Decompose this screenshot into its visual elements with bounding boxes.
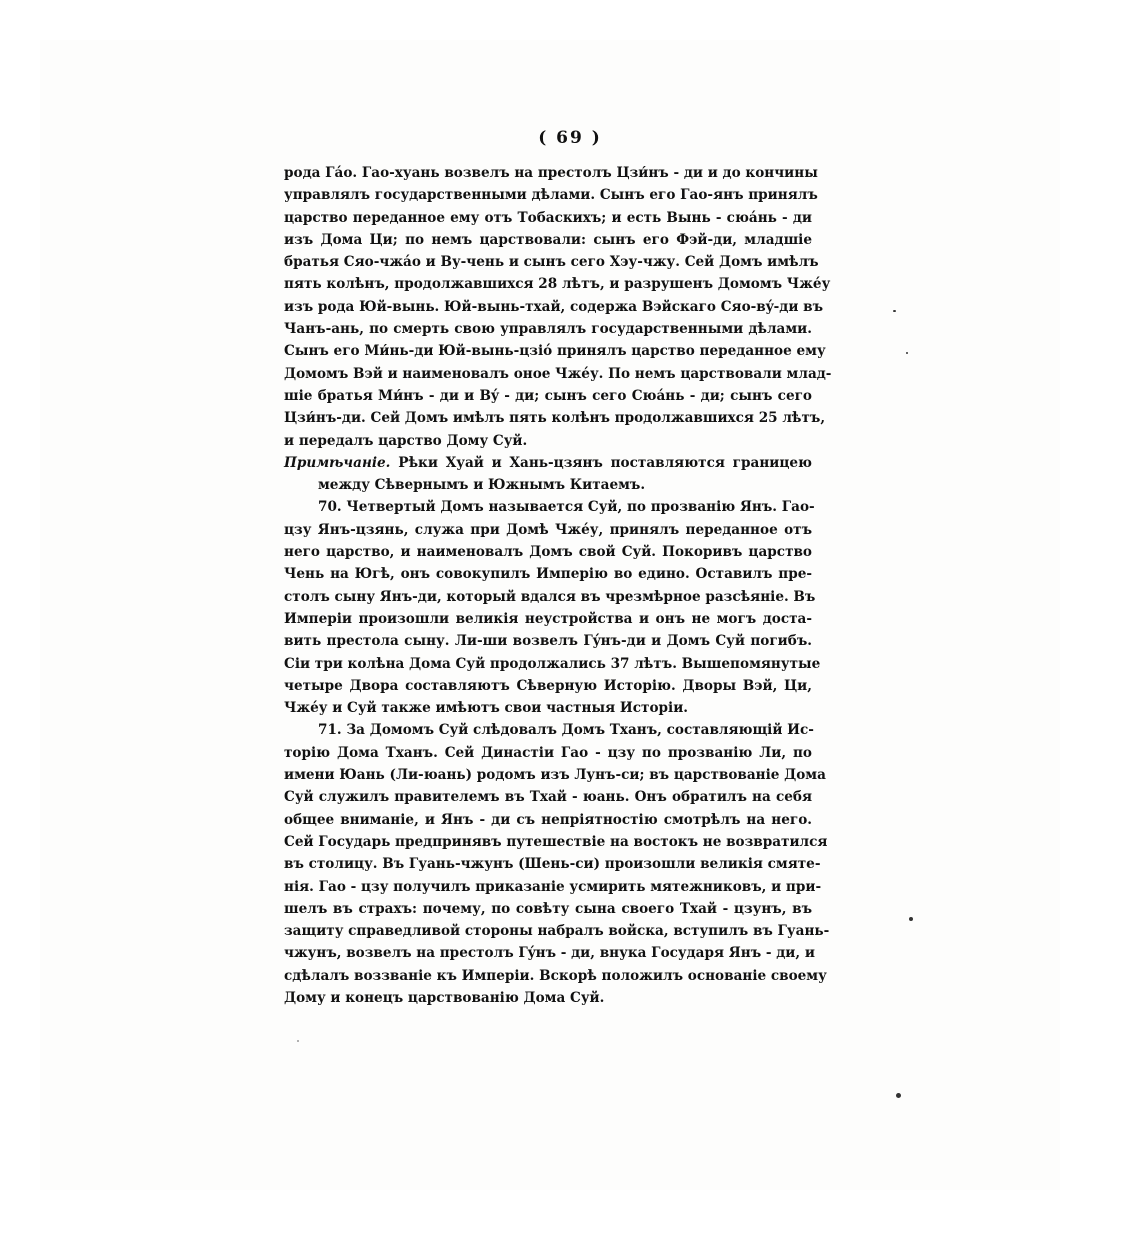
footnote-label: Примѣчаніе. — [284, 454, 391, 471]
text-line: Домомъ Вэй и наименовалъ оное Чжéу. По немъ царствовали млад- — [284, 365, 832, 382]
text-line: шіе братья Ми́нъ - ди и Вý - ди; сынъ сего Сюáнь - ди; сынъ сего — [284, 387, 812, 404]
scan-speck — [896, 1093, 901, 1098]
text-line: рода Гáо. Гао-хуань возвелъ на престолъ Цзи́нъ - ди и до кончины — [284, 165, 818, 181]
text-line: Сіи три колѣна Дома Суй продолжались 37 лѣтъ. Вышепомянутые — [284, 655, 821, 672]
text-line: торію Дома Тханъ. Сей Династіи Гао - цзу по прозванію Ли, по — [284, 744, 812, 761]
paragraph-71 — [284, 719, 830, 1009]
text-line: общее вниманіе, и Янъ - ди съ непріятностію смотрѣлъ на него. — [284, 811, 812, 828]
text-line: Чжéу и Суй также имѣютъ свои частныя Исторіи. — [284, 700, 689, 717]
text-line: шелъ въ страхъ: почему, по совѣту сына своего Тхай - цзунъ, въ — [284, 900, 812, 917]
text-line: цзу Янъ-цзянь, служа при Домѣ Чжéу, принялъ переданное отъ — [284, 521, 812, 538]
text-line: вить престола сыну. Ли-ши возвелъ Гýнъ-ди и Домъ Суй погибъ. — [284, 633, 812, 650]
text-line: чжунъ, возвелъ на престолъ Гýнъ - ди, внука Государя Янъ - ди, и — [284, 945, 815, 962]
paragraph-gao-dynasty — [284, 162, 832, 452]
page-body — [284, 162, 832, 1009]
text-line: него царство, и наименовалъ Домъ свой Суй. Покоривъ царство — [284, 544, 812, 561]
text-line: Чень на Югѣ, онъ совокупилъ Имперію во едино. Оставилъ пре- — [284, 566, 812, 583]
footnote-line: между Сѣвернымъ и Южнымъ Китаемъ. — [318, 477, 646, 494]
text-line: 71. За Домомъ Суй слѣдовалъ Домъ Тханъ, составляющій Ис- — [318, 722, 814, 739]
footnote-text: Рѣки Хуай и Хань-цзянъ поставляются границею — [398, 454, 812, 471]
footnote-line — [284, 452, 812, 474]
text-line: Дому и конецъ царствованію Дома Суй. — [284, 989, 605, 1006]
scan-speck — [906, 352, 908, 354]
scan-speck — [909, 917, 913, 921]
text-line: имени Юань (Ли-юань) родомъ изъ Лунъ-си; въ царствованіе Дома — [284, 767, 826, 784]
text-line: братья Сяо-чжáо и Ву-чень и сынъ сего Хэу-чжу. Сей Домъ имѣлъ — [284, 254, 819, 271]
text-line: въ столицу. Въ Гуань-чжунъ (Шень-си) произошли великія смяте- — [284, 856, 821, 873]
text-line: защиту справедливой стороны набралъ войска, вступилъ въ Гуань- — [284, 923, 830, 940]
text-line: 70. Четвертый Домъ называется Суй, по прозванію Янъ. Гао- — [318, 499, 815, 516]
text-line: четыре Двора составляютъ Сѣверную Исторію. Дворы Вэй, Ци, — [284, 677, 812, 694]
text-line: Чанъ-ань, по смерть свою управлялъ государственными дѣлами. — [284, 321, 812, 338]
text-line: Сынъ его Ми́нь-ди Юй-вынь-цзіó принялъ царство переданное ему — [284, 343, 826, 360]
text-line: Суй служилъ правителемъ въ Тхай - юань. Онъ обратилъ на себя — [284, 789, 812, 806]
footnote-remark — [284, 452, 812, 497]
text-line: изъ Дома Ци; по немъ царствовали: сынъ его Фэй-ди, младшіе — [284, 231, 812, 248]
page-number: ( 69 ) — [538, 128, 602, 148]
scan-speck — [297, 1040, 299, 1042]
text-line: и передалъ царство Дому Суй. — [284, 432, 528, 449]
text-line: царство переданное ему отъ Тобаскихъ; и есть Вынь - сюáнь - ди — [284, 209, 812, 226]
text-line: изъ рода Юй-вынь. Юй-вынь-тхай, содержа Вэйскаго Сяо-вý-ди въ — [284, 298, 824, 315]
text-line: столъ сыну Янъ-ди, который вдался въ чрезмѣрное разсѣяніе. Въ — [284, 588, 816, 605]
text-line: управлялъ государственными дѣлами. Сынъ его Гао-янъ принялъ — [284, 187, 818, 204]
paragraph-70 — [284, 496, 821, 719]
scan-speck — [893, 310, 896, 312]
text-line: Сей Государь предпринявъ путешествіе на востокъ не возвратился — [284, 833, 828, 850]
text-line: сдѣлалъ воззваніе къ Имперіи. Вскорѣ положилъ основаніе своему — [284, 967, 827, 984]
text-line: пять колѣнъ, продолжавшихся 28 лѣтъ, и разрушенъ Домомъ Чжéу — [284, 276, 831, 293]
text-line: Цзи́нъ-ди. Сей Домъ имѣлъ пять колѣнъ продолжавшихся 25 лѣтъ, — [284, 410, 826, 427]
text-line: Имперіи произошли великія неустройства и онъ не могъ доста- — [284, 610, 812, 627]
text-line: нія. Гао - цзу получилъ приказаніе усмирить мятежниковъ, и при- — [284, 878, 822, 895]
